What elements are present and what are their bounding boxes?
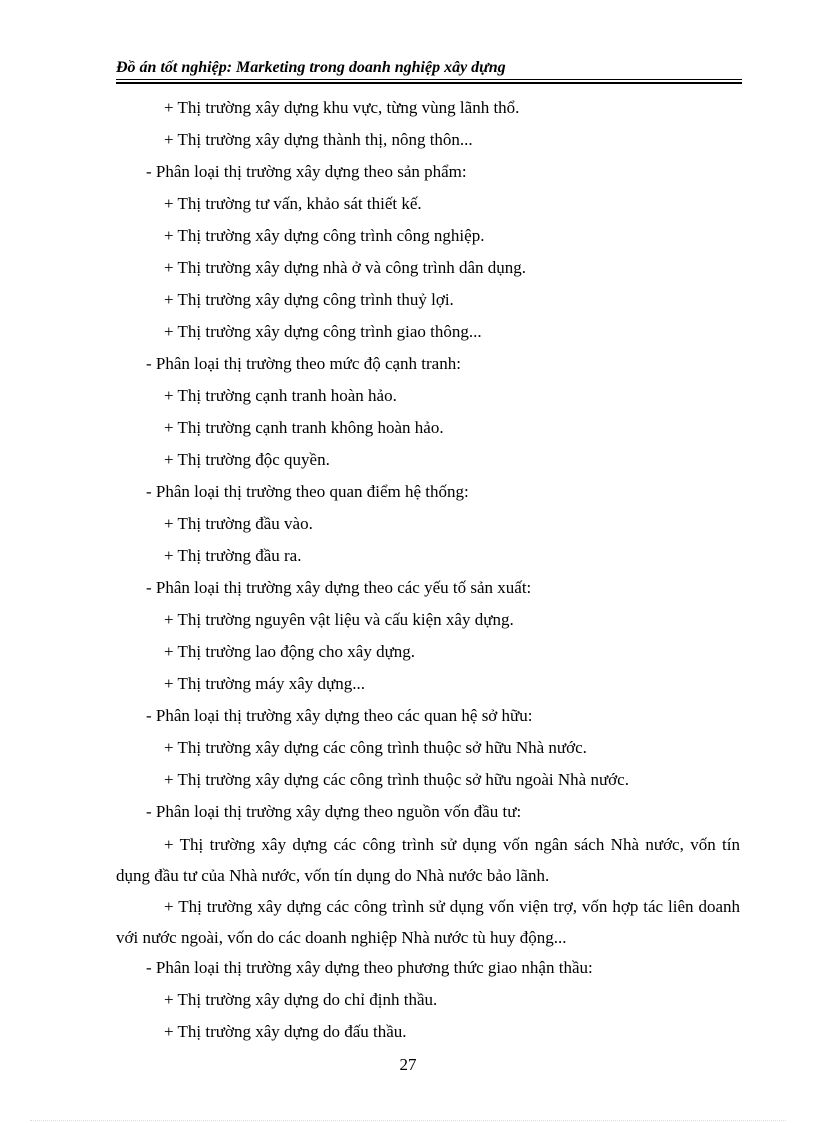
list-item: + Thị trường xây dựng công trình thuỷ lợi. [164,290,454,309]
list-item: + Thị trường xây dựng thành thị, nông thôn... [164,130,473,149]
list-item: + Thị trường cạnh tranh hoàn hảo. [164,386,397,405]
list-item: + Thị trường xây dựng công trình công nghiệp. [164,226,485,245]
section-heading: - Phân loại thị trường theo quan điểm hệ thống: [146,482,469,501]
list-item: + Thị trường tư vấn, khảo sát thiết kế. [164,194,422,213]
paragraph: + Thị trường xây dựng các công trình sử dụng vốn viện trợ, vốn hợp tác liên doanh với nước ngoài, vốn do các doanh nghiệp Nhà nước tù huy động... [116,897,740,947]
list-item: + Thị trường lao động cho xây dựng. [164,642,416,661]
list-item: + Thị trường đầu vào. [164,514,313,533]
section-heading: - Phân loại thị trường xây dựng theo phương thức giao nhận thầu: [146,958,593,977]
list-item: + Thị trường độc quyền. [164,450,330,469]
list-item: + Thị trường xây dựng do đấu thầu. [164,1022,407,1041]
page-header [116,58,742,78]
header-rule-thin [116,79,742,80]
list-item: + Thị trường máy xây dựng... [164,674,366,693]
list-item: + Thị trường xây dựng công trình giao thông... [164,322,482,341]
section-heading: - Phân loại thị trường xây dựng theo nguồn vốn đầu tư: [146,802,522,821]
section-heading: - Phân loại thị trường theo mức độ cạnh tranh: [146,354,461,373]
section-heading: - Phân loại thị trường xây dựng theo các quan hệ sở hữu: [146,706,533,725]
list-item: + Thị trường cạnh tranh không hoàn hảo. [164,418,444,437]
page-bottom-divider [30,1120,786,1121]
list-item: + Thị trường đầu ra. [164,546,302,565]
header-title: Đồ án tốt nghiệp: Marketing trong doanh nghiệp xây dựng [116,59,506,76]
page-number: 27 [399,1055,417,1074]
section-heading: - Phân loại thị trường xây dựng theo sản phẩm: [146,162,467,181]
section-heading: - Phân loại thị trường xây dựng theo các yếu tố sản xuất: [146,578,532,597]
list-item: + Thị trường xây dựng khu vực, từng vùng lãnh thổ. [164,98,520,117]
list-item: + Thị trường xây dựng nhà ở và công trình dân dụng. [164,258,527,277]
list-item: + Thị trường xây dựng các công trình thuộc sở hữu Nhà nước. [164,738,587,757]
list-item: + Thị trường xây dựng các công trình thuộc sở hữu ngoài Nhà nước. [164,770,629,789]
list-item: + Thị trường xây dựng do chỉ định thầu. [164,990,438,1009]
paragraph: + Thị trường xây dựng các công trình sử dụng vốn ngân sách Nhà nước, vốn tín dụng đầu tư của Nhà nước, vốn tín dụng do Nhà nước bảo lãnh. [116,835,740,885]
header-rule-thick [116,82,742,84]
list-item: + Thị trường nguyên vật liệu và cấu kiện xây dựng. [164,610,514,629]
